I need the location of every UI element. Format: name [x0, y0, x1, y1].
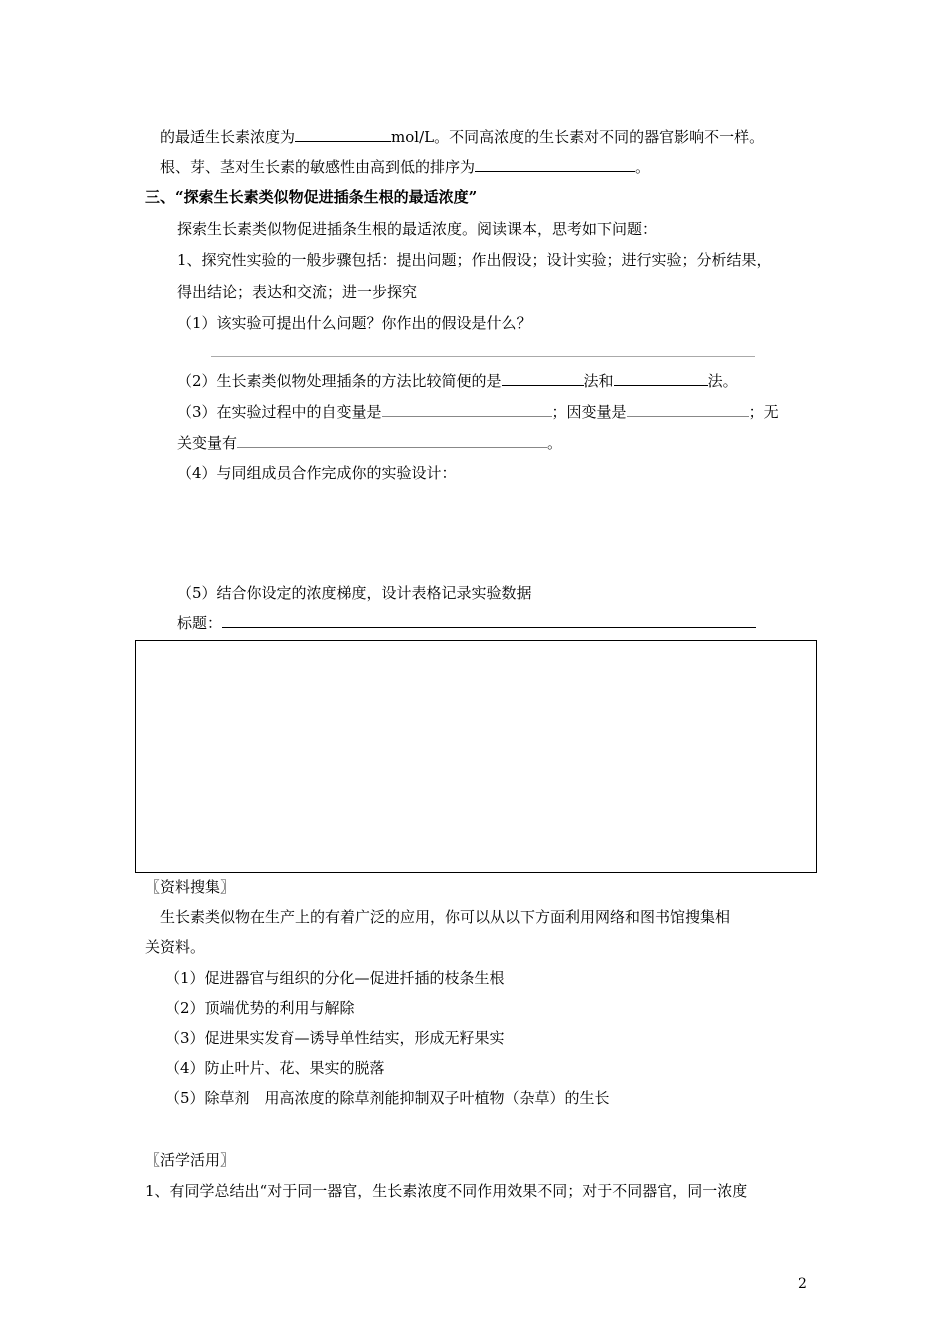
resources-item-2: （2）顶端优势的利用与解除 — [165, 999, 355, 1017]
resources-heading: 〖资料搜集〗 — [145, 878, 236, 896]
p2-text-a: 根、芽、茎对生长素的敏感性由高到低的排序为 — [160, 158, 476, 176]
step1-line2: 得出结论；表达和交流；进一步探究 — [177, 283, 418, 301]
question-4: （4）与同组成员合作完成你的实验设计： — [177, 464, 457, 482]
optimal-concentration-blank[interactable] — [295, 127, 391, 142]
resources-item-1: （1）促进器官与组织的分化—促进扦插的枝条生根 — [165, 969, 505, 987]
q3-text-b: ；因变量是 — [551, 403, 627, 421]
q3-text-c: ；无 — [748, 403, 779, 421]
q2-text-c: 法。 — [707, 372, 738, 390]
question-3-line2 — [177, 433, 562, 453]
question-2 — [177, 371, 738, 391]
p1-text-a: 的最适生长素浓度为 — [160, 128, 296, 146]
page-number: 2 — [798, 1276, 807, 1292]
method-blank-2[interactable] — [614, 371, 708, 386]
question-1: （1）该实验可提出什么问题？你作出的假设是什么？ — [177, 314, 532, 332]
resources-item-4: （4）防止叶片、花、果实的脱落 — [165, 1059, 385, 1077]
independent-variable-blank[interactable] — [382, 402, 552, 417]
p1-line — [160, 127, 764, 147]
q3-text-a: （3）在实验过程中的自变量是 — [177, 403, 382, 421]
resources-intro-line2: 关资料。 — [145, 938, 206, 956]
q2-text-a: （2）生长素类似物处理插条的方法比较简便的是 — [177, 372, 502, 390]
resources-item-5: （5）除草剂 用高浓度的除草剂能抑制双子叶植物（杂草）的生长 — [165, 1089, 610, 1107]
dependent-variable-blank[interactable] — [627, 402, 749, 417]
data-table-box[interactable] — [135, 640, 817, 873]
p1-text-b: mol/L。不同高浓度的生长素对不同的器官影响不一样。 — [391, 128, 765, 146]
resources-intro-line1: 生长素类似物在生产上的有着广泛的应用，你可以从以下方面利用网络和图书馆搜集相 — [160, 908, 731, 926]
irrelevant-variable-blank[interactable] — [237, 433, 547, 448]
p2-line — [160, 157, 650, 177]
question-3 — [177, 402, 779, 422]
resources-item-3: （3）促进果实发育—诱导单性结实，形成无籽果实 — [165, 1029, 505, 1047]
apply-question-1: 1、有同学总结出“对于同一器官，生长素浓度不同作用效果不同；对于不同器官，同一浓度 — [145, 1182, 748, 1200]
q2-text-b: 法和 — [583, 372, 614, 390]
q3-line2-text-b: 。 — [547, 434, 563, 452]
method-blank-1[interactable] — [502, 371, 584, 386]
title-label: 标题： — [177, 614, 223, 632]
question-5: （5）结合你设定的浓度梯度，设计表格记录实验数据 — [177, 584, 532, 602]
table-title-blank[interactable] — [222, 613, 756, 628]
p2-text-b: 。 — [635, 158, 651, 176]
table-title-line — [177, 613, 756, 633]
intro-text: 探索生长素类似物促进插条生根的最适浓度。阅读课本，思考如下问题： — [177, 220, 658, 238]
q3-line2-text-a: 关变量有 — [177, 434, 238, 452]
step1-line1: 1、探究性实验的一般步骤包括：提出问题；作出假设；设计实验；进行实验；分析结果， — [177, 251, 772, 269]
apply-heading: 〖活学活用〗 — [145, 1151, 236, 1169]
answer-line-q1[interactable] — [211, 356, 755, 357]
section3-title: 三、“探索生长素类似物促进插条生根的最适浓度” — [145, 188, 478, 206]
sensitivity-order-blank[interactable] — [475, 157, 635, 172]
